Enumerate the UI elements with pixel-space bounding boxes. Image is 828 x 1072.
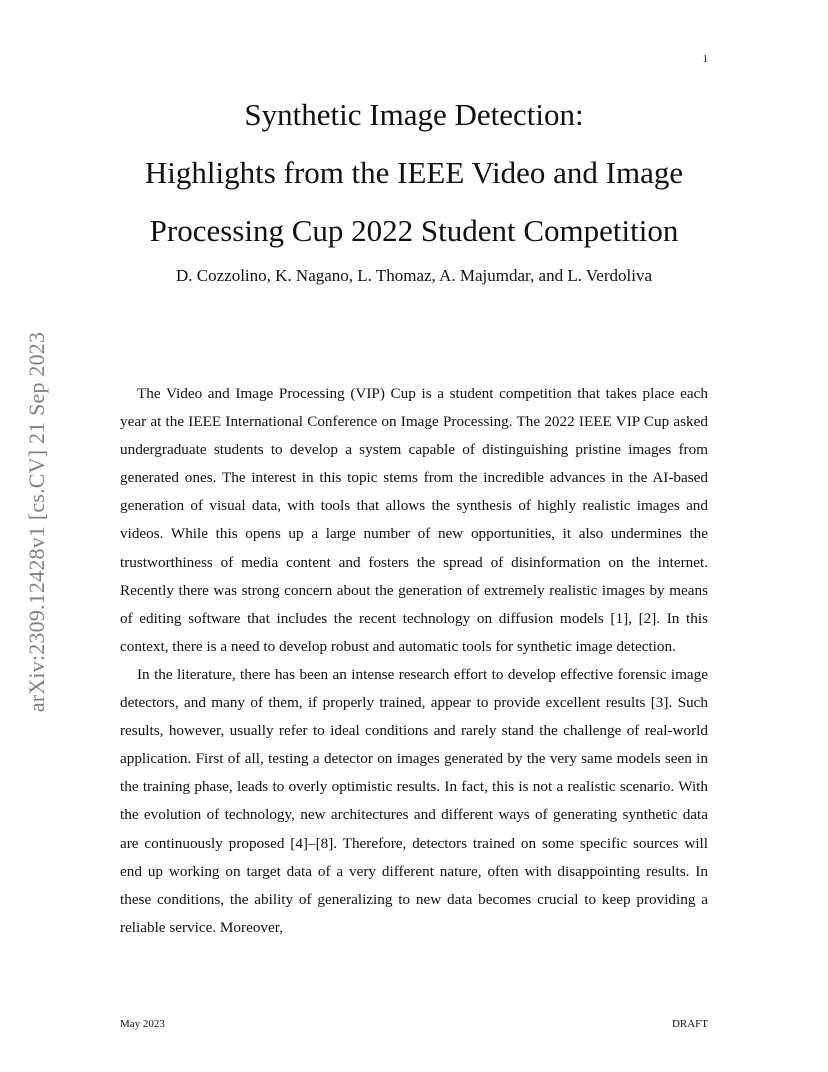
paragraph-2: In the literature, there has been an intense research effort to develop effective forensic image detectors, and many of them, if properly trained, appear to provide excellent results [3]. Such results, however, usually refer to ideal conditions and rarely stand the challenge of real-world application. First of all, testing a detector on images generated by the very same models seen in the training phase, leads to overly optimistic results. In fact, this is not a realistic scenario. With the evolution of technology, new architectures and different ways of generating synthetic data are continuously proposed [4]–[8]. Therefore, detectors trained on some specific sources will end up working on target data of a very different nature, often with disappointing results. In these conditions, the ability of generalizing to new data becomes crucial to keep providing a reliable service. Moreover, [120,665,708,936]
paragraph-1: The Video and Image Processing (VIP) Cup is a student competition that takes place each year at the IEEE International Conference on Image Processing. The 2022 IEEE VIP Cup asked undergraduate students to develop a system capable of distinguishing pristine images from generated ones. The interest in this topic stems from the incredible advances in the AI-based generation of visual data, with tools that allows the synthesis of highly realistic images and videos. While this opens up a large number of new opportunities, it also undermines the trustworthiness of media content and fosters the spread of disinformation on the internet. Recently there was strong concern about the generation of extremely realistic images by means of editing software that includes the recent technology on diffusion models [1], [2]. In this context, there is a need to develop robust and automatic tools for synthetic image detection. [120,385,708,655]
title-line-3: Processing Cup 2022 Student Competition [149,213,679,248]
body-text [120,380,708,942]
arxiv-identifier: arXiv:2309.12428v1 [cs.CV] 21 Sep 2023 [24,331,49,713]
page-number: 1 [702,53,708,65]
author-list: D. Cozzolino, K. Nagano, L. Thomaz, A. Majumdar, and L. Verdoliva [175,266,652,285]
paper-title [0,86,828,260]
footer-date: May 2023 [120,1018,165,1030]
footer-draft-label: DRAFT [671,1018,708,1030]
title-line-2: Highlights from the IEEE Video and Image [144,155,684,190]
title-line-1: Synthetic Image Detection: [244,97,584,132]
